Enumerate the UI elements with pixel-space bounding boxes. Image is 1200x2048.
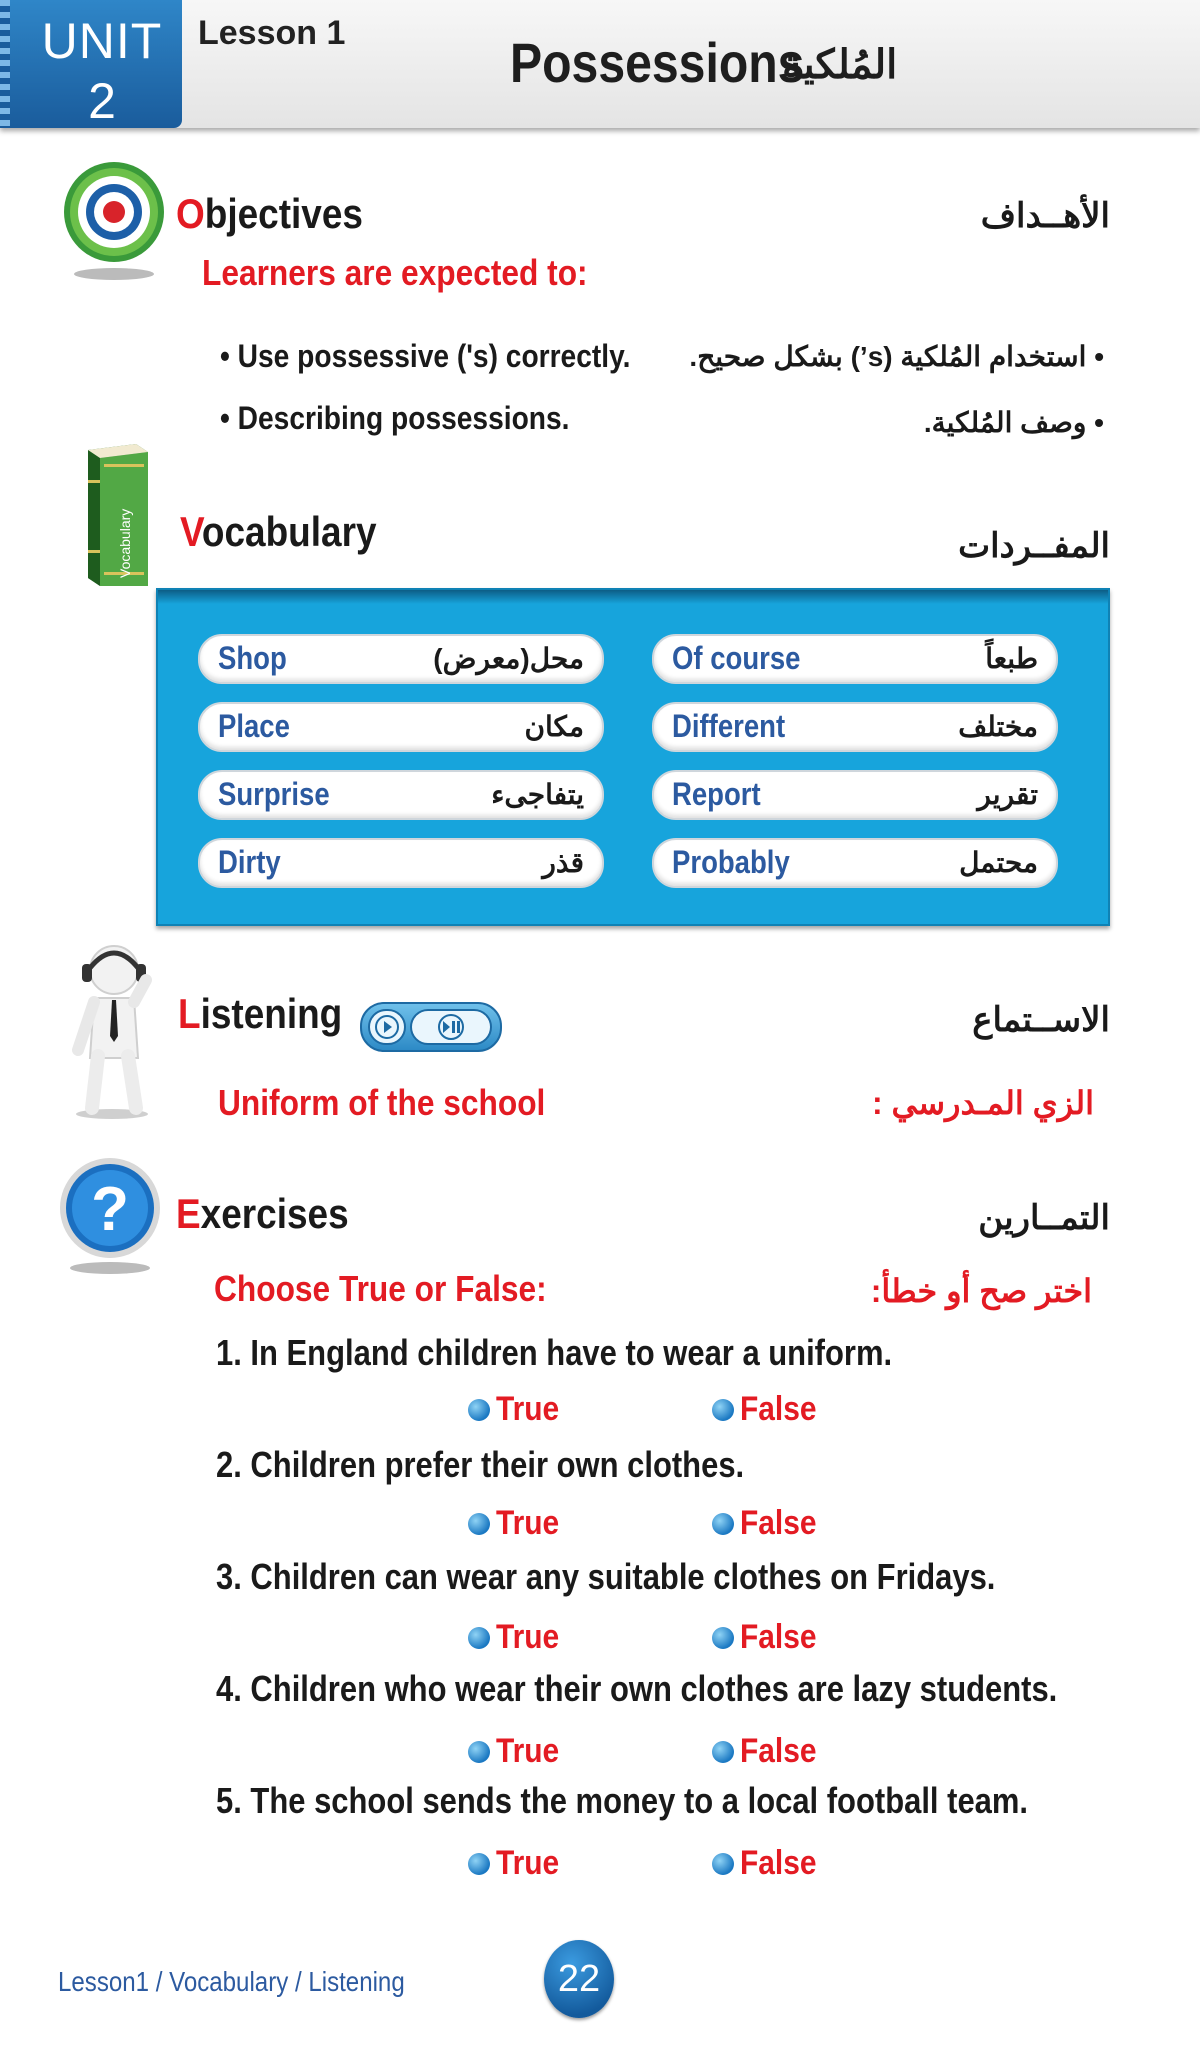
footer-breadcrumb: Lesson1 / Vocabulary / Listening: [58, 1966, 405, 1997]
page-title: Possessions: [510, 31, 805, 94]
vocabulary-heading: Vocabulary: [180, 508, 377, 555]
objectives-subtitle: Learners are expected to:: [202, 252, 588, 293]
question-text: 5. The school sends the money to a local football team.: [216, 1780, 1029, 1821]
question-icon: [58, 1152, 162, 1276]
target-icon: [62, 156, 166, 282]
page-title-arabic: المُلكية: [782, 43, 898, 87]
true-option[interactable]: True: [468, 1618, 578, 1656]
question-text: 2. Children prefer their own clothes.: [216, 1444, 745, 1485]
true-option[interactable]: True: [468, 1732, 578, 1770]
book-icon: [78, 440, 158, 590]
true-option[interactable]: True: [468, 1390, 578, 1428]
vocab-item: Probably محتمل: [652, 838, 1058, 888]
exercise-instruction-arabic: اختر صح أو خطأ:: [870, 1273, 1092, 1309]
vocab-item: Place مكان: [198, 702, 604, 752]
objectives-heading: Objectives: [176, 190, 363, 237]
objective-item-arabic: • استخدام المُلكية (s’) بشكل صحيح.: [689, 341, 1104, 372]
false-option[interactable]: False: [712, 1618, 832, 1656]
radio-button[interactable]: [712, 1513, 734, 1535]
radio-button[interactable]: [468, 1627, 490, 1649]
play-button[interactable]: [368, 1009, 406, 1045]
play-pause-icon: [412, 1011, 490, 1043]
play-icon: [370, 1011, 404, 1043]
audio-player-control[interactable]: [360, 1002, 502, 1052]
svg-text:?: ?: [91, 1175, 129, 1244]
radio-button[interactable]: [468, 1741, 490, 1763]
objectives-heading-arabic: الأهــداف: [980, 197, 1110, 235]
true-option[interactable]: True: [468, 1844, 578, 1882]
vocab-item: Shop محل(معرض): [198, 634, 604, 684]
vocabulary-box: [156, 588, 1110, 926]
lesson-label: Lesson 1: [198, 14, 346, 52]
false-option[interactable]: False: [712, 1732, 832, 1770]
vocab-item: Surprise يتفاجىء: [198, 770, 604, 820]
person-with-headphones-icon: [64, 940, 160, 1120]
listening-heading-arabic: الاســتماع: [972, 1001, 1110, 1039]
exercises-heading: Exercises: [176, 1190, 349, 1237]
objective-item-arabic: • وصف المُلكية.: [923, 407, 1104, 438]
radio-button[interactable]: [712, 1399, 734, 1421]
listening-heading: Listening: [178, 990, 343, 1037]
page-number: 22: [544, 1940, 614, 2018]
objective-item: • Use possessive ('s) correctly.: [220, 338, 631, 374]
question-text: 4. Children who wear their own clothes are lazy students.: [216, 1668, 1058, 1709]
radio-button[interactable]: [468, 1513, 490, 1535]
radio-button[interactable]: [468, 1399, 490, 1421]
radio-button[interactable]: [712, 1627, 734, 1649]
vocab-item: Of course طبعاً: [652, 634, 1058, 684]
vocab-item: Different مختلف: [652, 702, 1058, 752]
radio-button[interactable]: [712, 1741, 734, 1763]
listening-topic: Uniform of the school: [218, 1082, 546, 1123]
unit-number: 2: [88, 73, 116, 129]
true-option[interactable]: True: [468, 1504, 578, 1542]
vocabulary-heading-arabic: المفــردات: [958, 527, 1110, 565]
question-text: 3. Children can wear any suitable clothes on Fridays.: [216, 1556, 996, 1597]
vocab-item: Report تقرير: [652, 770, 1058, 820]
false-option[interactable]: False: [712, 1504, 832, 1542]
objective-item: • Describing possessions.: [220, 400, 570, 436]
listening-topic-arabic: الزي المـدرسي :: [871, 1085, 1094, 1121]
false-option[interactable]: False: [712, 1390, 832, 1428]
play-pause-button[interactable]: [410, 1009, 492, 1045]
unit-label: UNIT: [41, 13, 163, 69]
exercises-heading-arabic: التمــارين: [978, 1199, 1110, 1237]
svg-text:Vocabulary: Vocabulary: [117, 508, 133, 578]
exercise-instruction: Choose True or False:: [214, 1268, 547, 1309]
radio-button[interactable]: [468, 1853, 490, 1875]
radio-button[interactable]: [712, 1853, 734, 1875]
question-text: 1. In England children have to wear a uniform.: [216, 1332, 893, 1373]
vocab-item: Dirty قذر: [198, 838, 604, 888]
false-option[interactable]: False: [712, 1844, 832, 1882]
